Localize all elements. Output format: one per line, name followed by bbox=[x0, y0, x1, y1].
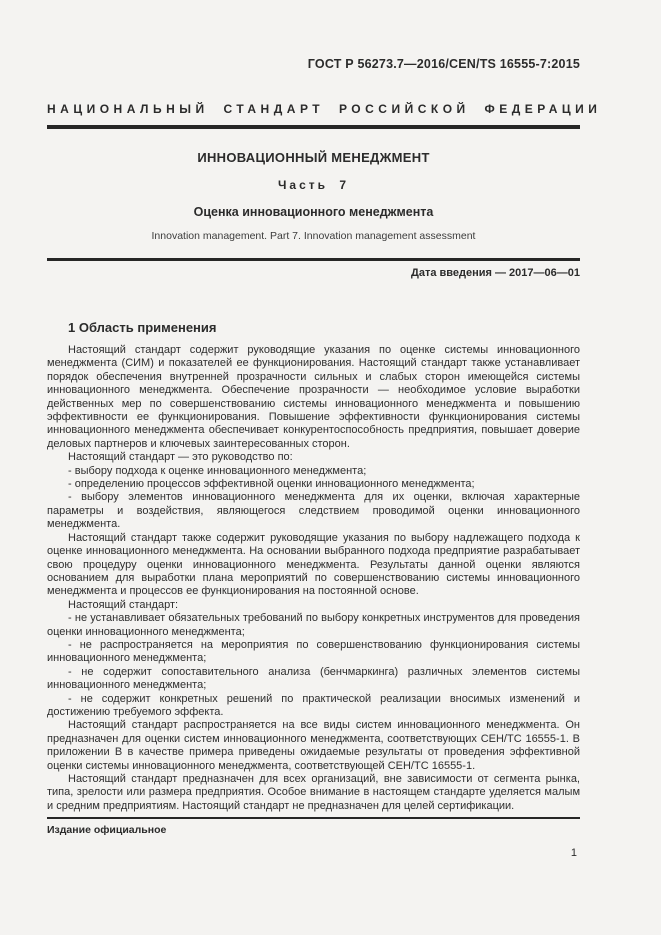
list-item: - не распространяется на мероприятия по совершенствованию функционирования системы инновационного менеджмента; bbox=[47, 638, 580, 665]
paragraph: Настоящий стандарт: bbox=[68, 598, 179, 611]
list-item: - не содержит конкретных решений по практической реализации вносимых изменений и достижению требуемого эффекта. bbox=[47, 692, 580, 718]
list-item: - выбору элементов инновационного менеджмента для их оценки, включая характерные параметры и воздействия, являющегося следствием проводимой оценки инновационного менеджмента. bbox=[47, 491, 580, 531]
title-divider bbox=[47, 258, 580, 261]
doc-number: ГОСТ Р 56273.7—2016/CEN/TS 16555-7:2015 bbox=[307, 57, 580, 71]
section-heading: 1 Область применения bbox=[68, 320, 217, 335]
list-item: - не содержит сопоставительного анализа (бенчмаркинга) различных элементов системы инновационного менеджмента; bbox=[47, 665, 580, 692]
list-item: - не устанавливает обязательных требований по выбору конкретных инструментов для проведения оценки инновационного менеджмента; bbox=[47, 612, 580, 638]
list-item: - определению процессов эффективной оценки инновационного менеджмента; bbox=[68, 478, 475, 491]
effective-date: Дата введения — 2017—06—01 bbox=[411, 267, 580, 279]
paragraph: Настоящий стандарт распространяется на все виды систем инновационного менеджмента. Он предназначен для оценки систем инновационного менеджмента, соответствующих СЕН/ТС 16555-1. В приложении В в качестве примера приведены ожидаемые результаты от проведения эффективной оценки системы инновационного менеджмента, соответствующей СЕН/ТС 16555-1. bbox=[47, 719, 580, 772]
footer-divider bbox=[47, 817, 580, 819]
paragraph: Настоящий стандарт также содержит руководящие указания по выбору надлежащего подхода к оценке инновационного менеджмента. На основании выбранного подхода предприятие разрабатывает свою процедуру оценки инновационного менеджмента. Результаты данной оценки являются основанием для выработки плана мероприятий по совершенствованию системы инновационного менеджмента и процессов ее функционирования на постоянной основе. bbox=[47, 531, 580, 598]
header-divider bbox=[47, 125, 580, 129]
title-subtitle: Оценка инновационного менеджмента bbox=[193, 205, 434, 219]
paragraph: Настоящий стандарт предназначен для всех организаций, вне зависимости от сегмента рынка, типа, зрелости или размера предприятия. Особое внимание в настоящем стандарте уделяется малым и средним предприятиям. Настоящий стандарт не предназначен для целей сертификации. bbox=[47, 773, 580, 812]
edition-note: Издание официальное bbox=[47, 824, 167, 836]
page-number: 1 bbox=[570, 847, 577, 859]
title-part: Часть 7 bbox=[277, 178, 350, 192]
title-english: Innovation management. Part 7. Innovation management assessment bbox=[151, 230, 476, 242]
section-body bbox=[47, 344, 580, 813]
standard-type-heading: НАЦИОНАЛЬНЫЙ СТАНДАРТ РОССИЙСКОЙ ФЕДЕРАЦИИ bbox=[47, 102, 602, 116]
title-main: ИННОВАЦИОННЫЙ МЕНЕДЖМЕНТ bbox=[197, 150, 430, 165]
paragraph: Настоящий стандарт содержит руководящие указания по оценке системы инновационного менеджмента (СИМ) и показателей ее функционирования. Настоящий стандарт также устанавливает порядок обеспечения внутренней прозрачности сильных и слабых сторон имеющейся системы инновационного менеджмента. Обеспечение прозрачности — необходимое условие выработки действенных мер по совершенствованию системы инновационного менеджмента и повышению эффективности ее функционирования. Повышение эффективности функционирования системы инновационного менеджмента обеспечивает конкурентоспособность предприятия, повышает доверие деловых партнеров и ключевых заинтересованных сторон. bbox=[47, 344, 580, 450]
paragraph: Настоящий стандарт — это руководство по: bbox=[68, 451, 293, 464]
list-item: - выбору подхода к оценке инновационного менеджмента; bbox=[68, 464, 367, 477]
